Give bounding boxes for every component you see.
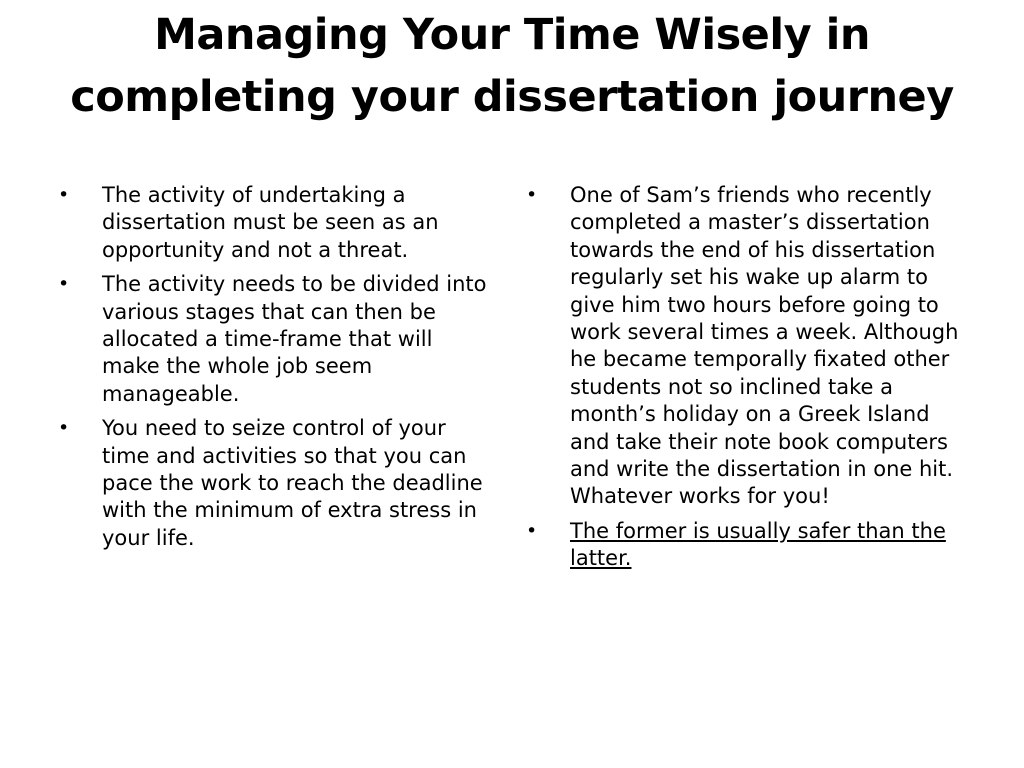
bullet-icon: •	[526, 519, 538, 542]
bullet-icon: •	[58, 273, 70, 296]
left-bullet-list	[56, 182, 496, 559]
title-line-1: Managing Your Time Wisely in	[154, 10, 870, 60]
bullet-icon: •	[58, 184, 70, 206]
bullet-text: The activity needs to be divided into various stages that can then be allocated a time-frame that will make the whole job seem manageable.	[102, 272, 487, 406]
list-item	[524, 182, 974, 511]
bullet-text: One of Sam’s friends who recently completed a master’s dissertation towards the end of his dissertation regularly set his wake up alarm to give him two hours before going to work several times a week. Although he became temporally fixated other students not so inclined take a month’s holiday on a Greek Island and take their note book computers and write the dissertation in one hit. Whatever works for you!	[570, 183, 959, 509]
title-line-2: completing your dissertation journey	[70, 72, 954, 122]
bullet-icon: •	[58, 417, 70, 440]
slide-title	[40, 4, 984, 128]
bullet-text: You need to seize control of your time and activities so that you can pace the work to reach the deadline with the minimum of extra stress in your life.	[102, 416, 483, 550]
bullet-text-underlined: The former is usually safer than the latter.	[570, 518, 946, 571]
bullet-icon: •	[526, 184, 538, 206]
bullet-text: The activity of undertaking a dissertation must be seen as an opportunity and not a threat.	[102, 183, 439, 262]
list-item	[524, 518, 974, 573]
right-bullet-list	[524, 182, 974, 580]
list-item	[56, 415, 496, 552]
list-item	[56, 271, 496, 408]
list-item	[56, 182, 496, 264]
